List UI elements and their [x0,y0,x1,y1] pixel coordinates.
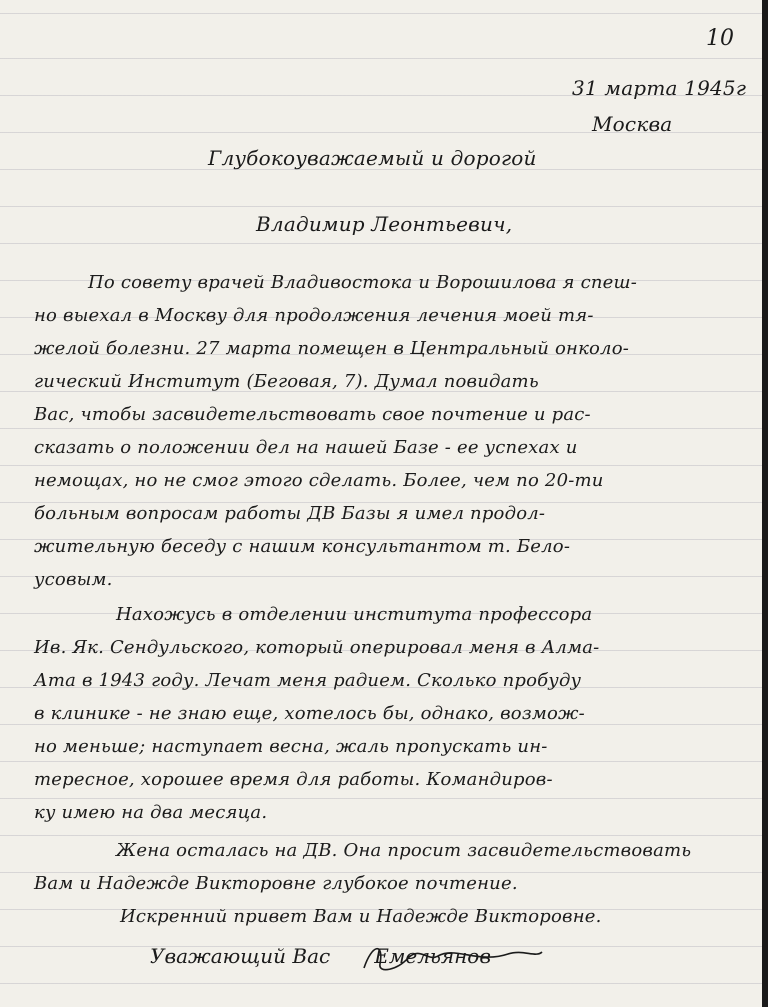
signature [374,944,491,968]
body-line: тересное, хорошее время для работы. Командиров- [34,769,553,790]
body-line: ку имею на два месяца. [34,802,268,823]
body-line: сказать о положении дел на нашей Базе - ее успехах и [34,437,578,458]
body-line: но меньше; наступает весна, жаль пропускать ин- [34,736,548,757]
body-line: Искренний привет Вам и Надежде Викторовне. [120,906,602,927]
body-line: больным вопросам работы ДВ Базы я имел продол- [34,503,546,524]
body-line: гический Институт (Беговая, 7). Думал повидать [34,371,539,392]
body-line: Ата в 1943 году. Лечат меня радием. Сколько пробуду [34,670,582,691]
body-line: желой болезни. 27 марта помещен в Центральный онколо- [34,338,630,359]
body-line: усовым. [34,569,113,590]
body-line: Вас, чтобы засвидетельствовать свое почтение и рас- [34,404,591,425]
closing: Уважающий Вас [150,944,331,968]
body-line: По совету врачей Владивостока и Ворошилова я спеш- [88,272,638,293]
body-line: Ив. Як. Сендульского, который оперировал меня в Алма- [34,637,600,658]
body-line: немощах, но не смог этого сделать. Более, чем по 20-ти [34,470,604,491]
body-line: но выехал в Москву для продолжения лечения моей тя- [34,305,594,326]
page-number: 10 [706,26,734,51]
body-line: Жена осталась на ДВ. Она просит засвидетельствовать [116,840,692,861]
page-edge [762,0,768,1007]
signature-block [150,944,491,968]
signature-name: Емельянов [374,944,491,968]
letter-place: Москва [592,112,673,136]
salutation-line-2: Владимир Леонтьевич, [256,212,513,236]
body-line: Вам и Надежде Викторовне глубокое почтение. [34,873,518,894]
body-line: Нахожусь в отделении института профессора [116,604,593,625]
salutation-line-1: Глубокоуважаемый и дорогой [208,146,537,170]
body-line: жительную беседу с нашим консультантом т. Бело- [34,536,571,557]
body-line: в клинике - не знаю еще, хотелось бы, однако, возмож- [34,703,585,724]
letter-date: 31 марта 1945г [572,76,747,100]
